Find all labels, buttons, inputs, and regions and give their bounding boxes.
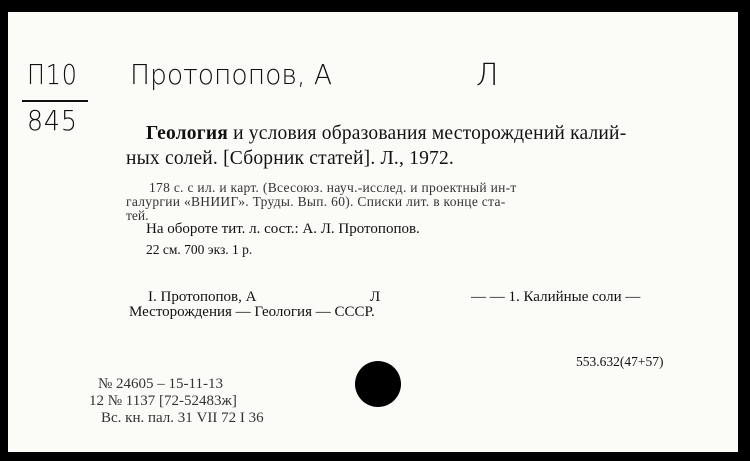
- handwritten-author: Протопопов, А: [130, 58, 333, 91]
- collation-line-1: 178 с. с ил. и карт. (Всесоюз. науч.-исслед. и проектный ин-т: [149, 180, 517, 195]
- imprint-line-1: № 24605 – 15-11-13: [98, 376, 223, 392]
- verso-note: На обороте тит. л. сост.: А. Л. Протопопов.: [146, 221, 420, 237]
- collation-line-2: галургии «ВНИИГ». Труды. Вып. 60). Списки лит. в конце ста-: [126, 194, 506, 209]
- tracing-subjects-cont: Месторождения — Геология — СССР.: [129, 304, 375, 320]
- call-number-divider: [22, 100, 88, 102]
- udc-number: 553.632(47+57): [576, 354, 664, 369]
- tracing-author: I. Протопопов, А: [148, 289, 257, 305]
- imprint-line-2: 12 № 1137 [72-52483ж]: [89, 393, 237, 409]
- title-line-1: [146, 123, 626, 145]
- collation-line-3: тей.: [126, 208, 149, 223]
- print-run: 22 см. 700 экз. 1 р.: [146, 242, 253, 257]
- imprint-line-3: Вс. кн. пал. 31 VII 72 I 36: [101, 410, 264, 426]
- tracing-author-initial: Л: [370, 289, 381, 305]
- handwritten-mark: Л: [476, 58, 499, 93]
- title-line-2: ных солей. [Сборник статей]. Л., 1972.: [126, 148, 455, 169]
- title-bold-word: Геология: [146, 123, 228, 144]
- call-number-bottom: 845: [27, 104, 78, 137]
- title-line-1-rest: и условия образования месторождений калий-: [228, 123, 627, 144]
- call-number-top: П10: [27, 58, 78, 91]
- tracing-subjects: — — 1. Калийные соли —: [471, 289, 641, 305]
- punch-hole: [355, 361, 401, 407]
